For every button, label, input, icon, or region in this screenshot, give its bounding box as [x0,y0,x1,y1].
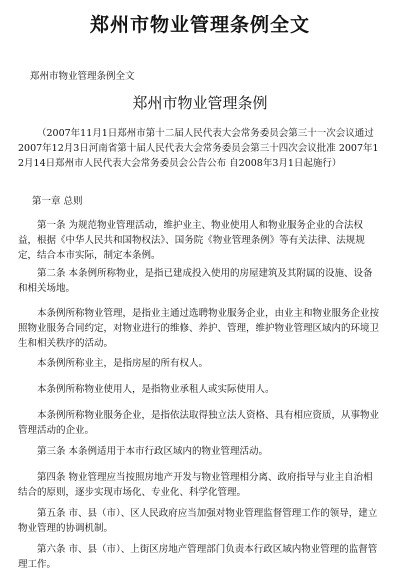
breadcrumb: 郑州市物业管理条例全文 [30,71,135,82]
article-6: 第六条 市、县（市）、上街区房地产管理部门负责本行政区域内物业管理的监督管理工作。 [18,544,378,570]
article-2: 第二条 本条例所称物业，是指已建成投入使用的房屋建筑及其附属的设施、设备和相关场地。 [18,268,373,294]
adoption-note: （2007年11月1日郑州市第十二届人民代表大会常务委员会第三十一次会议通过 2007年12月3日河南省第十届人民代表大会常务委员会第三十四次会议批准 2007年12月14日郑州市人民代表大会常务委员会公告公布 自2008年3月1日起施行） [18,128,379,169]
article-4: 第四条 物业管理应当按照房地产开发与物业管理相分离、政府指导与业主自治相结合的原则，逐步实现市场化、专业化、科学化管理。 [18,472,373,498]
article-2-owner-definition: 本条例所称业主，是指房屋的所有权人。 [37,358,209,369]
article-2-user-definition: 本条例所称物业使用人，是指物业承租人或实际使用人。 [37,384,275,395]
page-title: 郑州市物业管理条例全文 [89,14,310,36]
article-2-enterprise-definition: 本条例所称物业服务企业，是指依法取得独立法人资格、具有相应资质，从事物业管理活动的企业。 [18,410,380,436]
article-5: 第五条 市、县（市）、区人民政府应当加强对物业管理监督管理工作的领导，建立物业管理的协调机制。 [18,508,378,534]
article-2-property-management-definition: 本条例所称物业管理，是指业主通过选聘物业服务企业，由业主和物业服务企业按照物业服务合同约定，对物业进行的维修、养护、管理，维护物业管理区域内的环境卫生和相关秩序的活动。 [18,308,380,349]
article-1: 第一条 为规范物业管理活动，维护业主、物业使用人和物业服务企业的合法权益，根据《中华人民共和国物权法》、国务院《物业管理条例》等有关法律、法规规定，结合本市实际，制定本条例。 [18,220,365,261]
article-3: 第三条 本条例适用于本市行政区域内的物业管理活动。 [37,446,269,457]
chapter-heading: 第一章 总则 [32,196,83,207]
document-title: 郑州市物业管理条例 [132,94,268,112]
